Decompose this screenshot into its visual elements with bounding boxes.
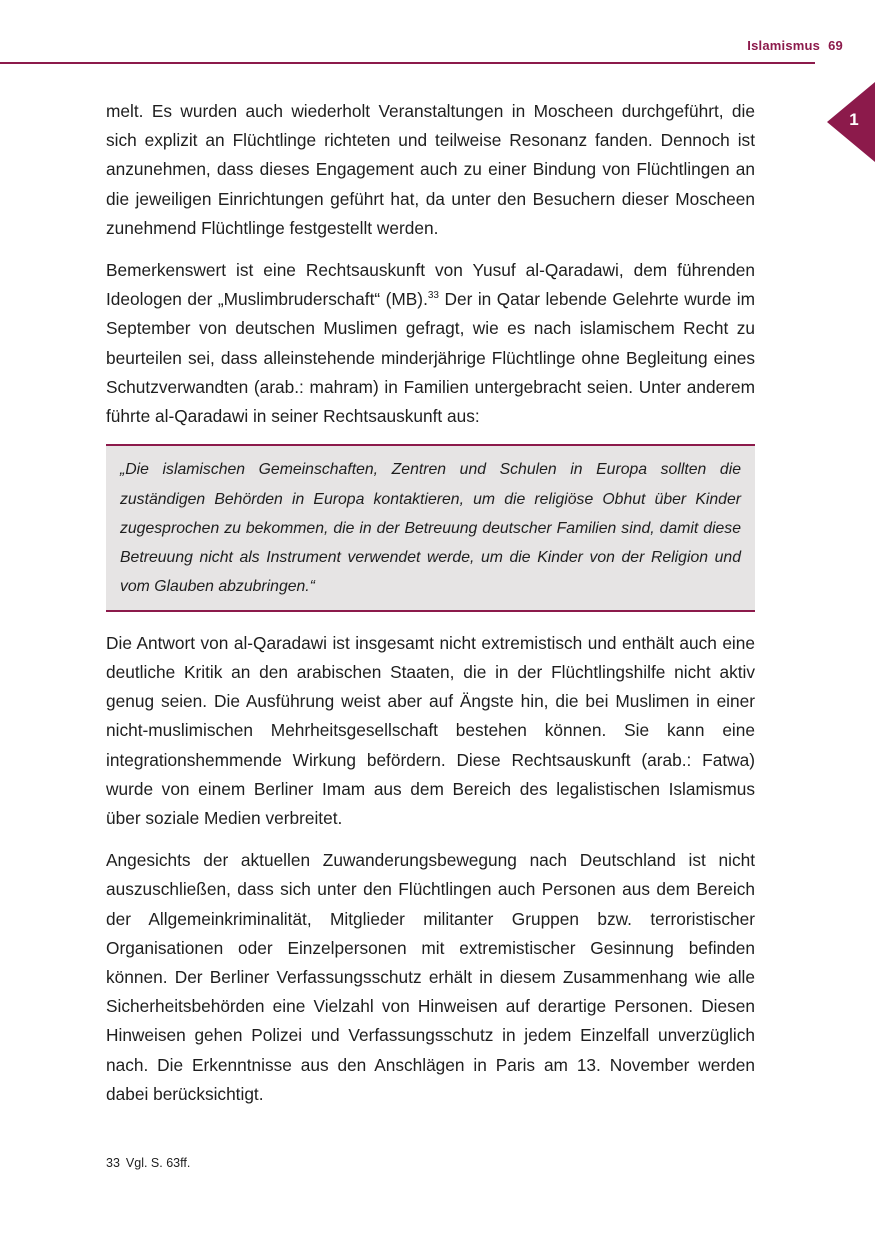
paragraph-text: Bemerkenswert ist eine Rechtsauskunft von Yusuf al-Qaradawi, dem führenden Ideologen der „Muslimbruderschaft“ (MB). — [106, 260, 755, 310]
section-title: Islamismus — [747, 38, 821, 53]
paragraph: Die Antwort von al-Qaradawi ist insgesamt nicht extremistisch und enthält auch eine deutliche Kritik an den arabischen Staaten, die in der Flüchtlingshilfe nicht aktiv genug seien. Die Ausführung weist aber auf Ängste hin, die bei Muslimen in einer nicht-muslimischen Mehrheitsgesellschaft bestehen können. Sie kann eine integrationshemmende Wirkung befördern. Diese Rechtsauskunft (arab.: Fatwa) wurde von einem Berliner Imam aus dem Bereich des legalistischen Islamismus über soziale Medien verbreitet. — [106, 632, 755, 828]
page-number: 69 — [828, 38, 843, 53]
paragraph: melt. Es wurden auch wiederholt Veranstaltungen in Moscheen durchgeführt, die sich explizit an Flüchtlinge richteten und teilweise Resonanz fanden. Dennoch ist anzunehmen, dass dieses Engagement auch zu einer Bindung von Flüchtlingen an die jeweiligen Einrichtungen geführt hat, da unter den Besuchern dieser Moscheen zunehmend Flüchtlinge festgestellt werden. — [106, 101, 755, 238]
footnote-text: Vgl. S. 63ff. — [125, 1156, 191, 1170]
footnote — [106, 1156, 190, 1170]
paragraph: Angesichts der aktuellen Zuwanderungsbewegung nach Deutschland ist nicht auszuschließen, dass sich unter den Flüchtlingen auch Personen aus dem Bereich der Allgemeinkriminalität, Mitglieder militanter Gruppen bzw. terroristischer Organisationen oder Einzelpersonen mit extremistischer Gesinnung befinden können. Der Berliner Verfassungsschutz erhält in diesem Zusammenhang wie alle Sicherheitsbehörden eine Vielzahl von Hinweisen auf derartige Personen. Diesen Hinweisen gehen Polizei und Verfassungsschutz in jedem Einzelfall unverzüglich nach. Die Erkenntnisse aus den Anschlägen in Paris am 13. November werden dabei berücksichtigt. — [106, 850, 755, 1104]
paragraph — [106, 256, 755, 431]
block-quote: „Die islamischen Gemeinschaften, Zentren und Schulen in Europa sollten die zuständigen Behörden in Europa kontaktieren, um die religiöse Obhut über Kinder zugesprochen zu bekommen, die in der Betreuung deutscher Familien sind, damit diese Betreuung nicht als Instrument verwendet werde, um die Kinder von der Religion und vom Glauben abzubringen.“ — [106, 444, 755, 611]
paragraph-text: Der in Qatar lebende Gelehrte wurde im September von deutschen Muslimen gefragt, wie es nach islamischem Recht zu beurteilen sei, dass alleinstehende minderjährige Flüchtlinge ohne Begleitung eines Schutzverwandten (arab.: mahram) in Familien untergebracht seien. Unter anderem führte al-Qaradawi in seiner Rechtsauskunft aus: — [106, 289, 755, 427]
footnote-number: 33 — [106, 1156, 120, 1170]
footnote-reference: 33 — [427, 290, 439, 302]
running-header — [747, 38, 843, 53]
body-text — [106, 97, 755, 1122]
chapter-number: 1 — [849, 110, 859, 129]
header-rule — [0, 62, 815, 64]
